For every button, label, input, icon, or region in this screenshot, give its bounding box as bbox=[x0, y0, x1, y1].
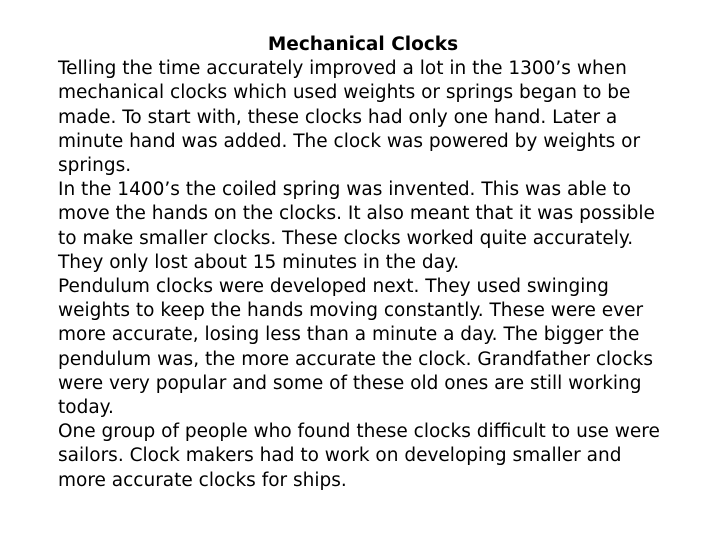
paragraph-pendulum-clocks: Pendulum clocks were developed next. They used swinging weights to keep the hands moving constantly. These were ever more accurate, losing less than a minute a day. The bigger the pendulum was, the more accurate the clock. Grandfather clocks were very popular and some of these old ones are still working today. bbox=[58, 276, 653, 419]
slide-title: Mechanical Clocks bbox=[267, 34, 459, 55]
paragraph-sailors: One group of people who found these clocks difficult to use were sailors. Clock makers had to work on developing smaller and more accurate clocks for ships. bbox=[58, 421, 660, 491]
slide-content bbox=[58, 33, 668, 493]
paragraph-mechanical-clocks: Telling the time accurately improved a lot in the 1300’s when mechanical clocks which used weights or springs began to be made. To start with, these clocks had only one hand. Later a minute hand was added. The clock was powered by weights or springs. bbox=[58, 58, 641, 177]
paragraph-coiled-spring: In the 1400’s the coiled spring was invented. This was able to move the hands on the clocks. It also meant that it was possible to make smaller clocks. These clocks worked quite accurately. They only lost about 15 minutes in the day. bbox=[58, 179, 655, 273]
